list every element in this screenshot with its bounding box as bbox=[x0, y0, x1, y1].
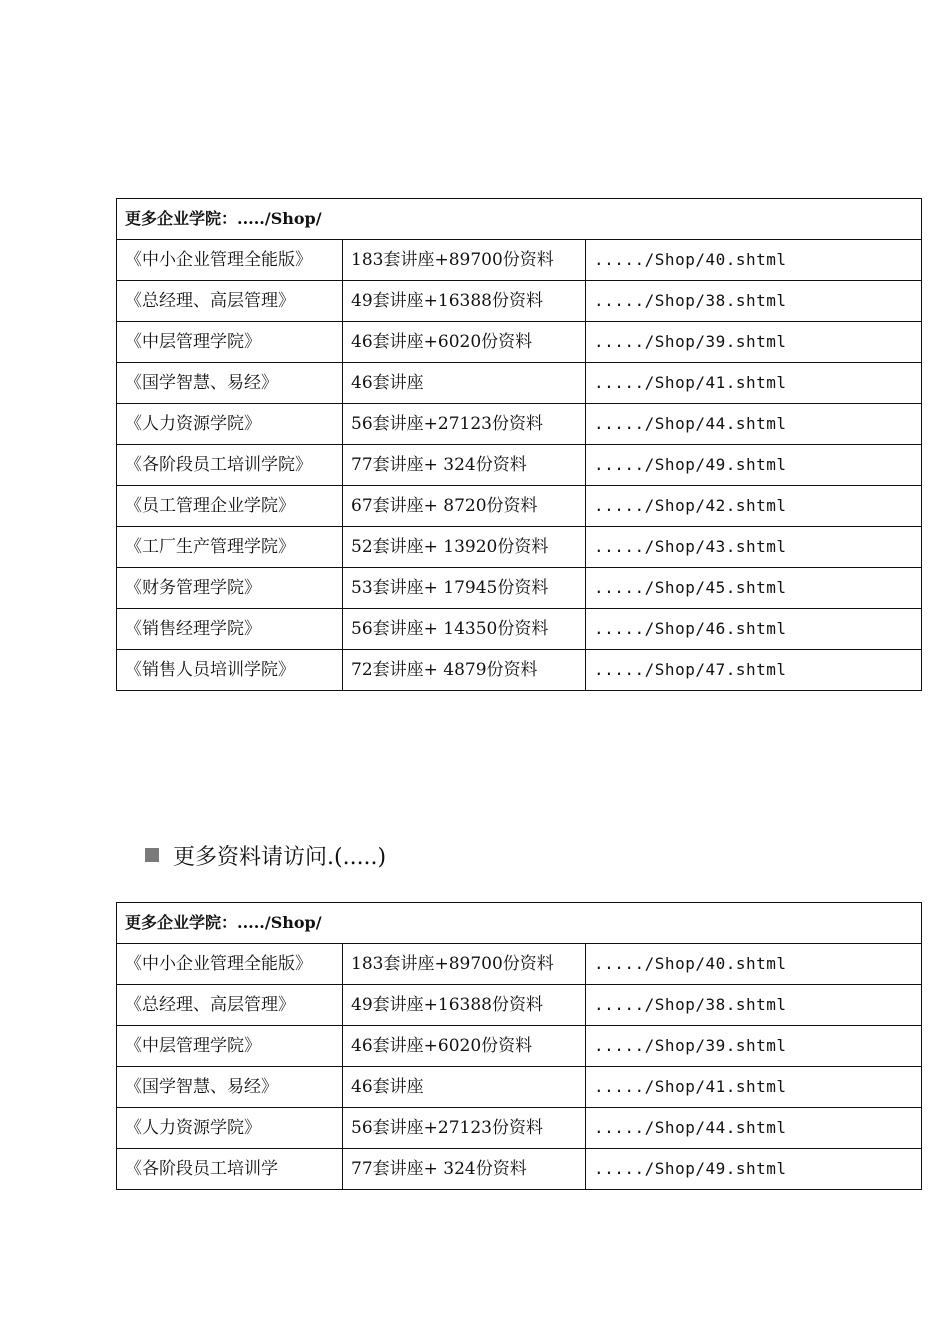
course-name: 《人力资源学院》 bbox=[117, 404, 343, 445]
course-content: 49套讲座+16388份资料 bbox=[343, 985, 586, 1026]
course-url[interactable]: ...../Shop/44.shtml bbox=[586, 404, 922, 445]
course-content: 183套讲座+89700份资料 bbox=[343, 944, 586, 985]
course-url[interactable]: ...../Shop/41.shtml bbox=[586, 1067, 922, 1108]
table-header-row bbox=[117, 903, 922, 944]
course-url[interactable]: ...../Shop/40.shtml bbox=[586, 240, 922, 281]
course-content: 67套讲座+ 8720份资料 bbox=[343, 486, 586, 527]
course-name: 《中层管理学院》 bbox=[117, 1026, 343, 1067]
table-row bbox=[117, 568, 922, 609]
table-row bbox=[117, 944, 922, 985]
course-table-1 bbox=[116, 198, 922, 691]
course-name: 《各阶段员工培训学院》 bbox=[117, 445, 343, 486]
course-url[interactable]: ...../Shop/44.shtml bbox=[586, 1108, 922, 1149]
course-content: 49套讲座+16388份资料 bbox=[343, 281, 586, 322]
table-row bbox=[117, 404, 922, 445]
table-row bbox=[117, 445, 922, 486]
table-row bbox=[117, 240, 922, 281]
square-bullet-icon bbox=[145, 848, 159, 862]
table-row bbox=[117, 1026, 922, 1067]
course-content: 183套讲座+89700份资料 bbox=[343, 240, 586, 281]
table-row bbox=[117, 281, 922, 322]
course-content: 53套讲座+ 17945份资料 bbox=[343, 568, 586, 609]
course-content: 52套讲座+ 13920份资料 bbox=[343, 527, 586, 568]
course-name: 《员工管理企业学院》 bbox=[117, 486, 343, 527]
table-row bbox=[117, 650, 922, 691]
more-resources-line bbox=[145, 838, 386, 872]
course-name: 《中层管理学院》 bbox=[117, 322, 343, 363]
table-row bbox=[117, 985, 922, 1026]
course-url[interactable]: ...../Shop/49.shtml bbox=[586, 445, 922, 486]
table-row bbox=[117, 1149, 922, 1190]
course-name: 《各阶段员工培训学 bbox=[117, 1149, 343, 1190]
course-name: 《总经理、高层管理》 bbox=[117, 281, 343, 322]
course-url[interactable]: ...../Shop/38.shtml bbox=[586, 281, 922, 322]
course-content: 46套讲座+6020份资料 bbox=[343, 1026, 586, 1067]
course-url[interactable]: ...../Shop/46.shtml bbox=[586, 609, 922, 650]
course-content: 56套讲座+27123份资料 bbox=[343, 1108, 586, 1149]
table-row bbox=[117, 1067, 922, 1108]
course-url[interactable]: ...../Shop/38.shtml bbox=[586, 985, 922, 1026]
course-name: 《销售人员培训学院》 bbox=[117, 650, 343, 691]
table-header: 更多企业学院：...../Shop/ bbox=[117, 903, 922, 944]
course-url[interactable]: ...../Shop/39.shtml bbox=[586, 322, 922, 363]
course-url[interactable]: ...../Shop/47.shtml bbox=[586, 650, 922, 691]
course-name: 《国学智慧、易经》 bbox=[117, 363, 343, 404]
course-content: 46套讲座+6020份资料 bbox=[343, 322, 586, 363]
course-url[interactable]: ...../Shop/39.shtml bbox=[586, 1026, 922, 1067]
course-content: 72套讲座+ 4879份资料 bbox=[343, 650, 586, 691]
table-header-row bbox=[117, 199, 922, 240]
course-content: 46套讲座 bbox=[343, 363, 586, 404]
course-content: 77套讲座+ 324份资料 bbox=[343, 1149, 586, 1190]
course-content: 77套讲座+ 324份资料 bbox=[343, 445, 586, 486]
course-url[interactable]: ...../Shop/40.shtml bbox=[586, 944, 922, 985]
course-table-2 bbox=[116, 902, 922, 1190]
course-url[interactable]: ...../Shop/42.shtml bbox=[586, 486, 922, 527]
course-content: 56套讲座+27123份资料 bbox=[343, 404, 586, 445]
course-name: 《中小企业管理全能版》 bbox=[117, 240, 343, 281]
course-url[interactable]: ...../Shop/45.shtml bbox=[586, 568, 922, 609]
course-url[interactable]: ...../Shop/49.shtml bbox=[586, 1149, 922, 1190]
course-name: 《财务管理学院》 bbox=[117, 568, 343, 609]
table-header: 更多企业学院：...../Shop/ bbox=[117, 199, 922, 240]
table-row bbox=[117, 363, 922, 404]
course-content: 56套讲座+ 14350份资料 bbox=[343, 609, 586, 650]
course-name: 《销售经理学院》 bbox=[117, 609, 343, 650]
table-row bbox=[117, 527, 922, 568]
course-name: 《国学智慧、易经》 bbox=[117, 1067, 343, 1108]
table-row bbox=[117, 1108, 922, 1149]
course-url[interactable]: ...../Shop/43.shtml bbox=[586, 527, 922, 568]
table-row bbox=[117, 486, 922, 527]
more-resources-link[interactable]: 更多资料请访问.(.....) bbox=[173, 844, 387, 870]
course-name: 《中小企业管理全能版》 bbox=[117, 944, 343, 985]
course-url[interactable]: ...../Shop/41.shtml bbox=[586, 363, 922, 404]
course-name: 《总经理、高层管理》 bbox=[117, 985, 343, 1026]
table-row bbox=[117, 609, 922, 650]
course-name: 《工厂生产管理学院》 bbox=[117, 527, 343, 568]
course-content: 46套讲座 bbox=[343, 1067, 586, 1108]
table-row bbox=[117, 322, 922, 363]
course-name: 《人力资源学院》 bbox=[117, 1108, 343, 1149]
